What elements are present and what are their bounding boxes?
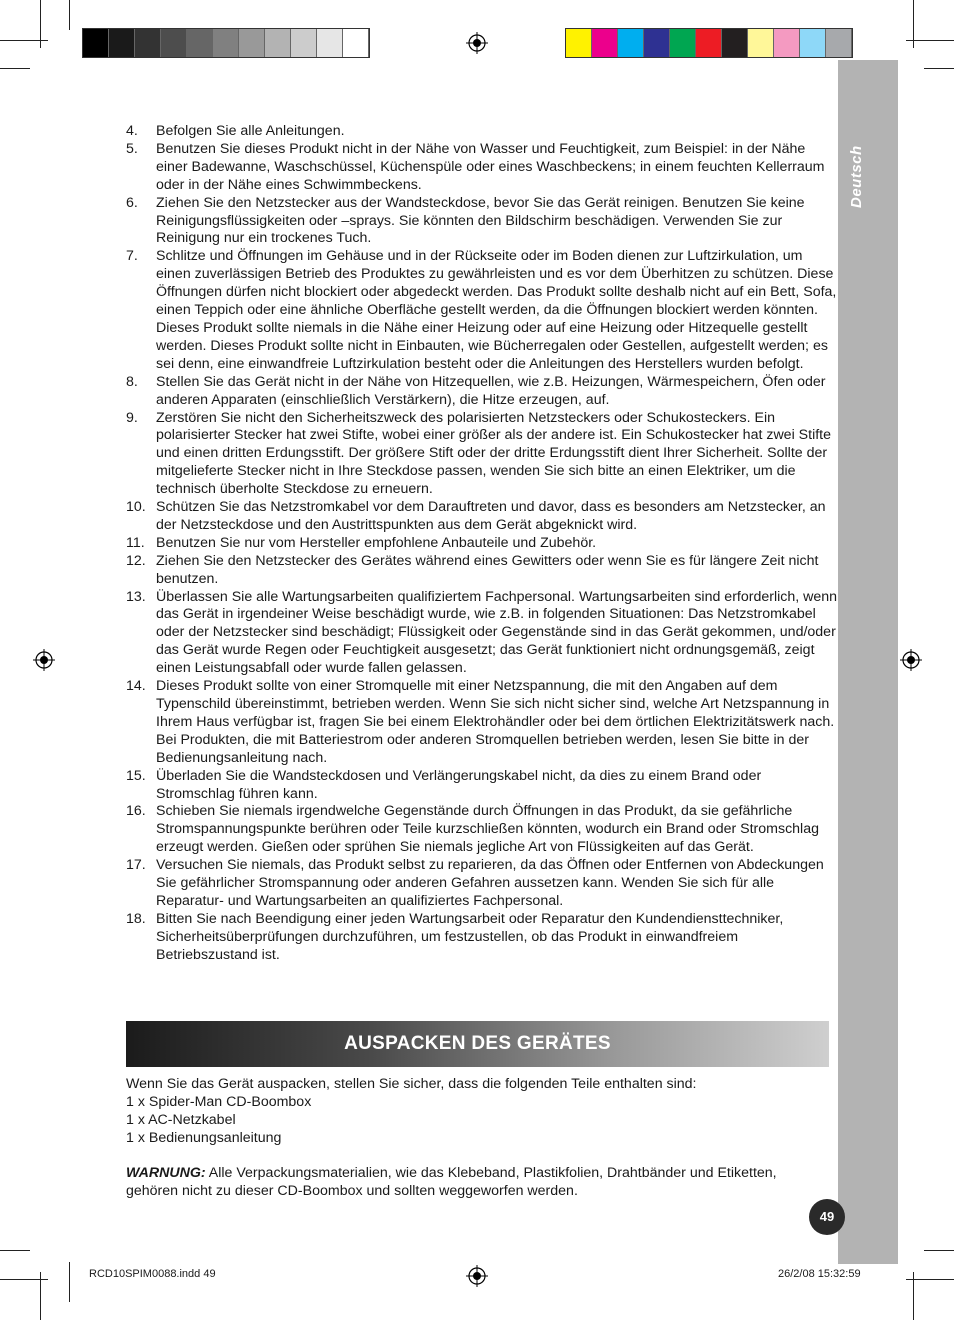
color-swatch [566,29,592,57]
instruction-item [126,123,838,141]
color-swatch [592,29,618,57]
package-item: 1 x AC-Netzkabel [126,1112,236,1128]
instruction-item [126,195,838,249]
instruction-text: Dieses Produkt sollte von einer Stromquelle mit einer Netzspannung, die mit den Angaben auf dem Typenschild übereinstimmt, betrieben werden. Wenn Sie sich nicht sicher sind, welche Art Netzspannung in Ihrem Haus verfügbar ist, fragen Sie bei einem Elektrohändler oder bei dem örtlichen Elektrizitätswerk nach. Bei Produkten, die mit Batteriestrom oder anderen Stromquellen betrieben werden, lesen Sie bitte in der Bedienungsanleitung nach. [156,678,835,766]
color-swatch [83,29,109,57]
instruction-item [126,141,838,195]
language-sidebar [838,60,898,1264]
instruction-text: Zerstören Sie nicht den Sicherheitszweck des polarisierten Netzsteckers oder Schukosteckers. Ein polarisierter Stecker hat zwei Stifte, wobei einer größer als der andere ist. Ein Schukostecker hat zwei Stifte und einen dritten Erdungsstift. Der größere Stift oder der dritte Erdungsstift dient Ihrer Sicherheit. Sollte der mitgelieferte Stecker nicht in Ihre Steckdose passen, wenden Sie sich bitte an einen Elektriker, um die technisch überholte Steckdose zu erneuern. [156,409,832,498]
instruction-number: 8. [126,373,138,390]
instruction-item [126,535,838,553]
unpacking-intro: Wenn Sie das Gerät auspacken, stellen Sie sicher, dass die folgenden Teile enthalten sind: [126,1076,697,1092]
instruction-text: Ziehen Sie den Netzstecker des Gerätes während eines Gewitters oder wenn Sie es für längere Zeit nicht benutzen. [156,552,819,587]
page-number-badge: 49 [809,1199,845,1235]
color-swatch [696,29,722,57]
instruction-number: 9. [126,409,138,426]
instruction-number: 12. [126,552,146,569]
instruction-item [126,499,838,535]
instruction-item [126,410,838,500]
footer-filename: RCD10SPIM0088.indd 49 [89,1268,216,1280]
safety-instructions-list [126,123,838,965]
language-label: Deutsch [848,145,865,208]
color-swatch [317,29,343,57]
instruction-item [126,911,838,965]
instruction-number: 16. [126,803,146,820]
color-swatch [826,29,852,57]
instruction-text: Schieben Sie niemals irgendwelche Gegenstände durch Öffnungen in das Produkt, da sie gefährliche Stromspannungspunkte berühren oder Teile kurzschließen könnten, wodurch ein Brand oder Stromschlag erzeugt werden. Gießen oder sprühen Sie niemals jegliche Art von Flüssigkeiten auf das Gerät. [156,803,819,856]
instruction-item [126,678,838,768]
instruction-text: Stellen Sie das Gerät nicht in der Nähe von Hitzequellen, wie z.B. Heizungen, Wärmespeichern, Öfen oder anderen Apparaten (einschließlich Verstärkern), die Hitze erzeugen, auf. [156,373,826,408]
package-item: 1 x Spider-Man CD-Boombox [126,1094,312,1110]
instruction-number: 10. [126,499,146,516]
crop-mark [0,1250,30,1251]
warning-paragraph [126,1164,826,1200]
instruction-item [126,374,838,410]
instruction-number: 7. [126,248,138,265]
instruction-item [126,248,838,373]
color-swatch [187,29,213,57]
color-swatch [343,29,369,57]
instruction-number: 6. [126,194,138,211]
instruction-number: 14. [126,678,146,695]
instruction-text: Überladen Sie die Wandsteckdosen und Verlängerungskabel nicht, da dies zu einem Brand oder Stromschlag führen kann. [156,767,762,802]
section-title: AUSPACKEN DES GERÄTES [344,1033,611,1054]
package-item: 1 x Bedienungsanleitung [126,1130,282,1146]
color-swatch [239,29,265,57]
color-swatch [265,29,291,57]
crop-mark [0,68,30,69]
registration-mark-icon [466,32,488,54]
crop-mark [69,1262,70,1302]
instruction-text: Befolgen Sie alle Anleitungen. [156,123,345,139]
crop-mark [924,1250,954,1251]
registration-mark-icon [900,649,922,671]
instruction-item [126,553,838,589]
color-swatch [722,29,748,57]
color-swatch [618,29,644,57]
crop-mark [906,1279,954,1280]
instruction-text: Überlassen Sie alle Wartungsarbeiten qualifiziertem Fachpersonal. Wartungsarbeiten sind erforderlich, wenn das Gerät in irgendeiner Weise beschädigt wurde, wie z.B. in folgenden Situationen: Das Netzstromkabel oder der Netzstecker sind beschädigt; Flüssigkeit oder Gegenstände sind in das Gerät gekommen, und/oder das Gerät wurde Regen oder Feuchtigkeit ausgesetzt; das Gerät funktioniert nicht ordnungsgemäß, zeigt einen Leistungsabfall oder wurde fallen gelassen. [156,588,838,677]
instruction-number: 11. [126,534,145,551]
unpacking-section [126,1075,826,1147]
color-swatch [748,29,774,57]
section-banner [126,1021,829,1067]
instruction-text: Schützen Sie das Netzstromkabel vor dem Darauftreten und davor, dass es besonders am Netzstecker, an der Netzsteckdose und den Austrittspunkten aus dem Gerät abgeknickt wird. [156,499,826,533]
color-swatch [161,29,187,57]
color-swatch [135,29,161,57]
footer-timestamp: 26/2/08 15:32:59 [778,1268,861,1280]
crop-mark [0,40,48,41]
instruction-number: 17. [126,857,146,874]
instruction-item [126,768,838,804]
color-swatch [213,29,239,57]
crop-mark [924,68,954,69]
crop-mark [906,40,954,41]
warning-label: WARNUNG: [126,1165,206,1181]
instruction-number: 18. [126,910,146,927]
color-swatch [291,29,317,57]
instruction-number: 5. [126,140,138,157]
registration-mark-icon [33,649,55,671]
instruction-text: Benutzen Sie dieses Produkt nicht in der Nähe von Wasser und Feuchtigkeit, zum Beispiel: in der Nähe einer Badewanne, Waschschüssel, Küchenspüle oder eines Waschbeckens; in einem feuchten Kellerraum oder in der Nähe eines Schwimmbeckens. [156,140,825,193]
instruction-text: Benutzen Sie nur vom Hersteller empfohlene Anbauteile und Zubehör. [156,534,597,551]
process-color-bar [565,28,853,58]
color-swatch [800,29,826,57]
instruction-number: 13. [126,588,146,605]
instruction-text: Ziehen Sie den Netzstecker aus der Wandsteckdose, bevor Sie das Gerät reinigen. Benutzen Sie keine Reinigungsflüssigkeiten oder –sprays. Sie könnten den Bildschirm beschädigen. Verwenden Sie zur Reinigung nur ein trockenes Tuch. [156,194,805,247]
instruction-text: Schlitze und Öffnungen im Gehäuse und in der Rückseite oder im Boden dienen zur Luftzirkulation, um einen zuverlässigen Betrieb des Produktes zu gewährleisten und es vor dem Überhitzen zu schützen. Diese Öffnungen dürfen nicht blockiert oder abgedeckt werden. Das Produkt sollte deshalb nicht auf ein Bett, Sofa, einen Teppich oder eine ähnliche Oberfläche gestellt werden, da die Öffnungen blockiert werden könnten. Dieses Produkt sollte niemals in die Nähe einer Heizung oder auf eine Heizung oder Hitzequelle gestellt werden. Dieses Produkt sollte nicht in Einbauten, wie Bücherregalen oder Gestellen, aufgestellt werden; es sei denn, eine einwandfreie Luftzirkulation besteht oder die Anleitungen des Herstellers wurden befolgt. [156,248,837,372]
instruction-item [126,589,838,679]
color-swatch [670,29,696,57]
instruction-item [126,857,838,911]
instruction-text: Bitten Sie nach Beendigung einer jeden Wartungsarbeit oder Reparatur den Kundendiensttechniker, Sicherheitsüberprüfungen durchzuführen, um festzustellen, ob das Produkt in einwandfreiem Betriebszustand ist. [156,910,784,963]
instruction-number: 4. [126,123,138,139]
crop-mark [69,0,70,30]
grayscale-color-bar [82,28,370,58]
instruction-text: Versuchen Sie niemals, das Produkt selbst zu reparieren, da das Öffnen oder Entfernen von Abdeckungen Sie gefährlicher Stromspannung oder anderen Gefahren aussetzen kann. Wenden Sie sich für alle Reparatur- und Wartungsarbeiten an qualifiziertes Fachpersonal. [156,857,824,909]
instruction-number: 15. [126,767,146,784]
registration-mark-icon [466,1265,488,1287]
color-swatch [644,29,670,57]
warning-text: Alle Verpackungsmaterialien, wie das Klebeband, Plastikfolien, Drahtbänder und Etiketten, gehören nicht zu dieser CD-Boombox und sollten weggeworfen werden. [126,1165,777,1199]
color-swatch [109,29,135,57]
crop-mark [0,1279,48,1280]
color-swatch [774,29,800,57]
instruction-item [126,803,838,857]
